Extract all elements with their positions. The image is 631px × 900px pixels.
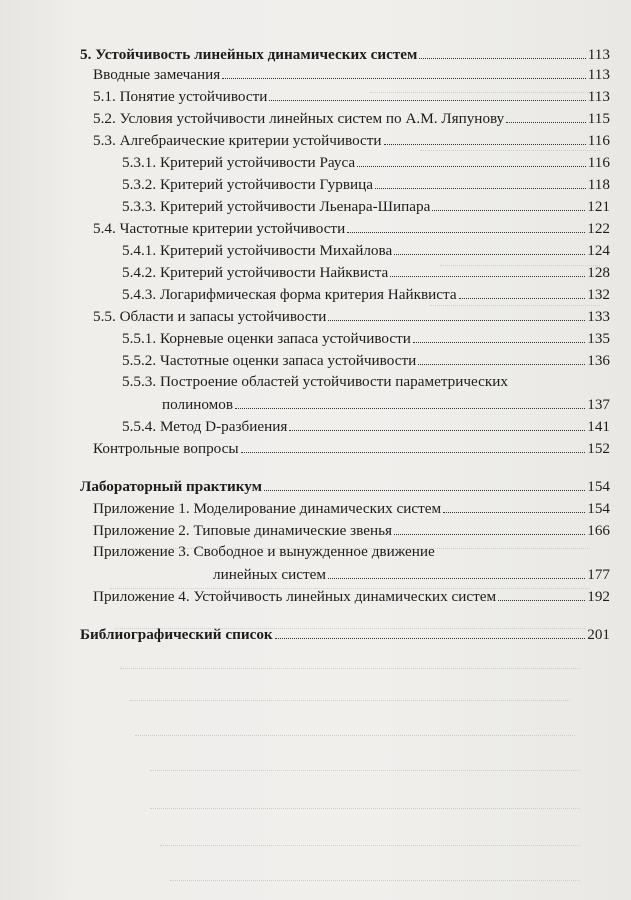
toc-page-number: 115	[587, 110, 610, 127]
dot-leader	[357, 166, 586, 167]
dot-leader	[222, 78, 585, 79]
toc-entry-title: Лабораторный практикум	[80, 478, 263, 495]
toc-entry-5-5-1[interactable]	[122, 328, 610, 348]
dot-leader	[418, 364, 585, 365]
toc-entry-5-5[interactable]	[93, 306, 610, 326]
toc-page-number: 141	[587, 418, 610, 435]
toc-entry-title: 5.4.2. Критерий устойчивости Найквиста	[122, 264, 389, 281]
toc-entry-title: Приложение 1. Моделирование динамических систем	[93, 500, 442, 517]
dot-leader	[413, 342, 585, 343]
toc-page-number: 118	[587, 176, 610, 193]
toc-page-number: 122	[587, 220, 610, 237]
toc-entry-questions[interactable]	[93, 438, 610, 458]
toc-page-number: 192	[587, 588, 610, 605]
toc-entry-5-5-2[interactable]	[122, 350, 610, 370]
dot-leader	[394, 254, 585, 255]
dot-leader	[235, 408, 585, 409]
dot-leader	[375, 188, 586, 189]
toc-entry-title: 5. Устойчивость линейных динамических систем	[80, 46, 418, 63]
toc-entry-bibliography[interactable]	[80, 624, 610, 644]
toc-page-number: 116	[587, 154, 610, 171]
toc-entry-title: 5.2. Условия устойчивости линейных систем по А.М. Ляпунову	[93, 110, 505, 127]
dot-leader	[269, 100, 585, 101]
toc-entry-title: 5.3.1. Критерий устойчивости Рауса	[122, 154, 356, 171]
toc-entry-5-3-3[interactable]	[122, 196, 610, 216]
toc-entry-5-1[interactable]	[93, 86, 610, 106]
toc-entry-5-4-2[interactable]	[122, 262, 610, 282]
toc-entry-title: 5.4. Частотные критерии устойчивости	[93, 220, 346, 237]
dot-leader	[289, 430, 585, 431]
toc-page-number: 135	[587, 330, 610, 347]
toc-page-number: 133	[587, 308, 610, 325]
toc-page-number: 132	[587, 286, 610, 303]
toc-entry-5-5-3[interactable]	[162, 394, 610, 414]
toc-page-number: 201	[587, 626, 610, 643]
toc-entry-appendix-3[interactable]	[213, 564, 610, 584]
toc-entry-5-4-3[interactable]	[122, 284, 610, 304]
dot-leader	[390, 276, 585, 277]
toc-entry-title: Приложение 2. Типовые динамические звенья	[93, 522, 393, 539]
toc-page-number: 113	[587, 66, 610, 83]
dot-leader	[419, 58, 585, 59]
toc-entry-5-4[interactable]	[93, 218, 610, 238]
dot-leader	[328, 578, 585, 579]
toc-page-number: 128	[587, 264, 610, 281]
dot-leader	[506, 122, 586, 123]
toc-page-number: 113	[587, 46, 610, 63]
toc-entry-5-3-2[interactable]	[122, 174, 610, 194]
toc-entry-5-5-4[interactable]	[122, 416, 610, 436]
toc-entry-title: 5.1. Понятие устойчивости	[93, 88, 268, 105]
toc-entry-title: полиномов	[162, 396, 234, 413]
toc-entry-appendix-2[interactable]	[93, 520, 610, 540]
dot-leader	[432, 210, 585, 211]
dot-leader	[347, 232, 585, 233]
toc-page-number: 113	[587, 88, 610, 105]
toc-entry-title: 5.4.1. Критерий устойчивости Михайлова	[122, 242, 393, 259]
toc-entry-title: Библиографический список	[80, 626, 273, 643]
dot-leader	[264, 490, 585, 491]
toc-page-number: 137	[587, 396, 610, 413]
dot-leader	[498, 600, 585, 601]
dot-leader	[394, 534, 585, 535]
toc-entry-5-3[interactable]	[93, 130, 610, 150]
toc-entry-title: 5.5.4. Метод D-разбиения	[122, 418, 288, 435]
toc-entry-title: 5.3. Алгебраические критерии устойчивости	[93, 132, 382, 149]
dot-leader	[443, 512, 585, 513]
toc-entry-5-3-1[interactable]	[122, 152, 610, 172]
toc-page-number: 154	[587, 478, 610, 495]
toc-page-number: 124	[587, 242, 610, 259]
toc-entry-appendix-1[interactable]	[93, 498, 610, 518]
toc-entry-chapter-5[interactable]	[80, 44, 610, 64]
toc-entry-5-2[interactable]	[93, 108, 610, 128]
toc-entry-title: 5.5.1. Корневые оценки запаса устойчивости	[122, 330, 411, 347]
toc-entry-intro[interactable]	[93, 64, 610, 84]
toc-page-number: 177	[587, 566, 610, 583]
toc-page-number: 121	[587, 198, 610, 215]
toc-entry-5-5-3-line1[interactable]: 5.5.3. Построение областей устойчивости параметрических	[122, 373, 508, 390]
toc-entry-title: 5.3.3. Критерий устойчивости Льенара-Шипара	[122, 198, 431, 215]
toc-entry-title: Приложение 4. Устойчивость линейных динамических систем	[93, 588, 497, 605]
dot-leader	[241, 452, 586, 453]
toc-entry-title: 5.5.2. Частотные оценки запаса устойчивости	[122, 352, 417, 369]
toc-page-number: 154	[587, 500, 610, 517]
toc-entry-title: Контрольные вопросы	[93, 440, 239, 457]
dot-leader	[459, 298, 586, 299]
toc-entry-title: 5.5. Области и запасы устойчивости	[93, 308, 327, 325]
dot-leader	[275, 638, 586, 639]
toc-page-number: 116	[587, 132, 610, 149]
toc-entry-appendix-3-line1[interactable]: Приложение 3. Свободное и вынужденное движение	[93, 543, 435, 560]
dot-leader	[384, 144, 586, 145]
toc-page-number: 136	[587, 352, 610, 369]
toc-entry-title: линейных систем	[213, 566, 327, 583]
toc-entry-appendix-4[interactable]	[93, 586, 610, 606]
toc-entry-lab-practicum[interactable]	[80, 476, 610, 496]
toc-entry-5-4-1[interactable]	[122, 240, 610, 260]
toc-page-number: 166	[587, 522, 610, 539]
toc-entry-title: 5.4.3. Логарифмическая форма критерия Найквиста	[122, 286, 457, 303]
dot-leader	[328, 320, 585, 321]
toc-entry-title: 5.3.2. Критерий устойчивости Гурвица	[122, 176, 374, 193]
toc-entry-title: Вводные замечания	[93, 66, 221, 83]
toc-page-number: 152	[587, 440, 610, 457]
